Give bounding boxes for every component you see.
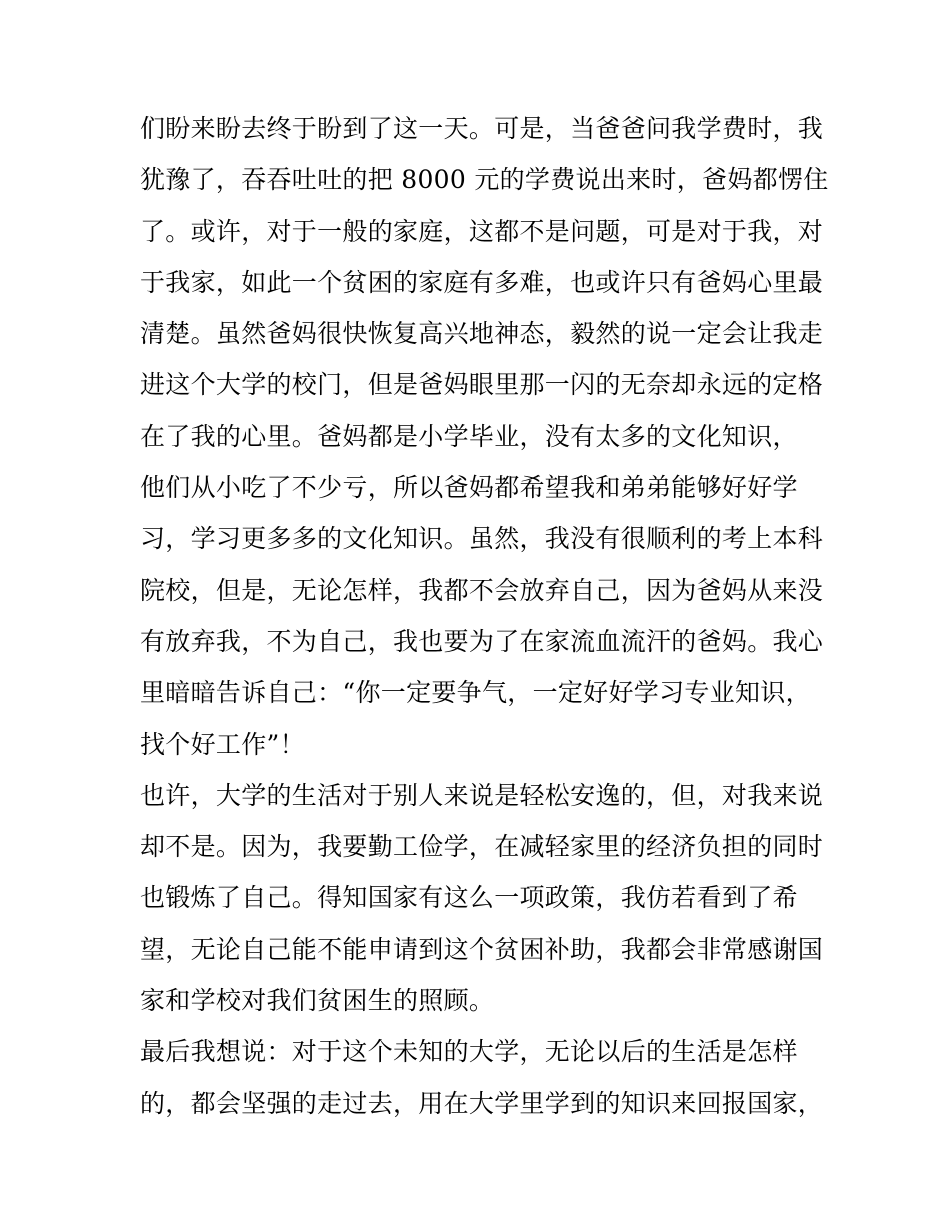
text-line: 也锻炼了自己。得知国家有这么一项政策，我仿若看到了希	[140, 883, 798, 913]
text-line: 在了我的心里。爸妈都是小学毕业，没有太多的文化知识，	[140, 421, 798, 451]
text-line: 找个好工作”！	[140, 729, 305, 759]
text-line: 犹豫了，吞吞吐吐的把 8000 元的学费说出来时，爸妈都愣住	[140, 165, 829, 195]
text-line: 了。或许，对于一般的家庭，这都不是问题，可是对于我，对	[140, 216, 824, 246]
text-line: 他们从小吃了不少亏，所以爸妈都希望我和弟弟能够好好学	[140, 473, 798, 503]
text-line: 却不是。因为，我要勤工俭学，在减轻家里的经济负担的同时	[140, 832, 824, 862]
text-line: 家和学校对我们贫困生的照顾。	[140, 986, 495, 1016]
text-line: 最后我想说：对于这个未知的大学，无论以后的生活是怎样	[140, 1037, 798, 1067]
text-line: 里暗暗告诉自己：“你一定要争气，一定好好学习专业知识，	[140, 678, 811, 708]
body-text	[140, 103, 829, 1129]
text-line: 清楚。虽然爸妈很快恢复高兴地神态，毅然的说一定会让我走	[140, 319, 824, 349]
text-line: 于我家，如此一个贫困的家庭有多难，也或许只有爸妈心里最	[140, 267, 824, 297]
text-line: 也许，大学的生活对于别人来说是轻松安逸的，但，对我来说	[140, 780, 824, 810]
text-line: 院校，但是，无论怎样，我都不会放弃自己，因为爸妈从来没	[140, 575, 824, 605]
text-line: 们盼来盼去终于盼到了这一天。可是，当爸爸问我学费时，我	[140, 114, 824, 143]
text-line: 进这个大学的校门，但是爸妈眼里那一闪的无奈却永远的定格	[140, 370, 824, 400]
text-line: 望，无论自己能不能申请到这个贫困补助，我都会非常感谢国	[140, 934, 824, 964]
text-line: 的，都会坚强的走过去，用在大学里学到的知识来回报国家，	[140, 1088, 824, 1118]
text-line: 有放弃我，不为自己，我也要为了在家流血流汗的爸妈。我心	[140, 626, 824, 656]
text-line: 习，学习更多多的文化知识。虽然，我没有很顺利的考上本科	[140, 524, 824, 554]
